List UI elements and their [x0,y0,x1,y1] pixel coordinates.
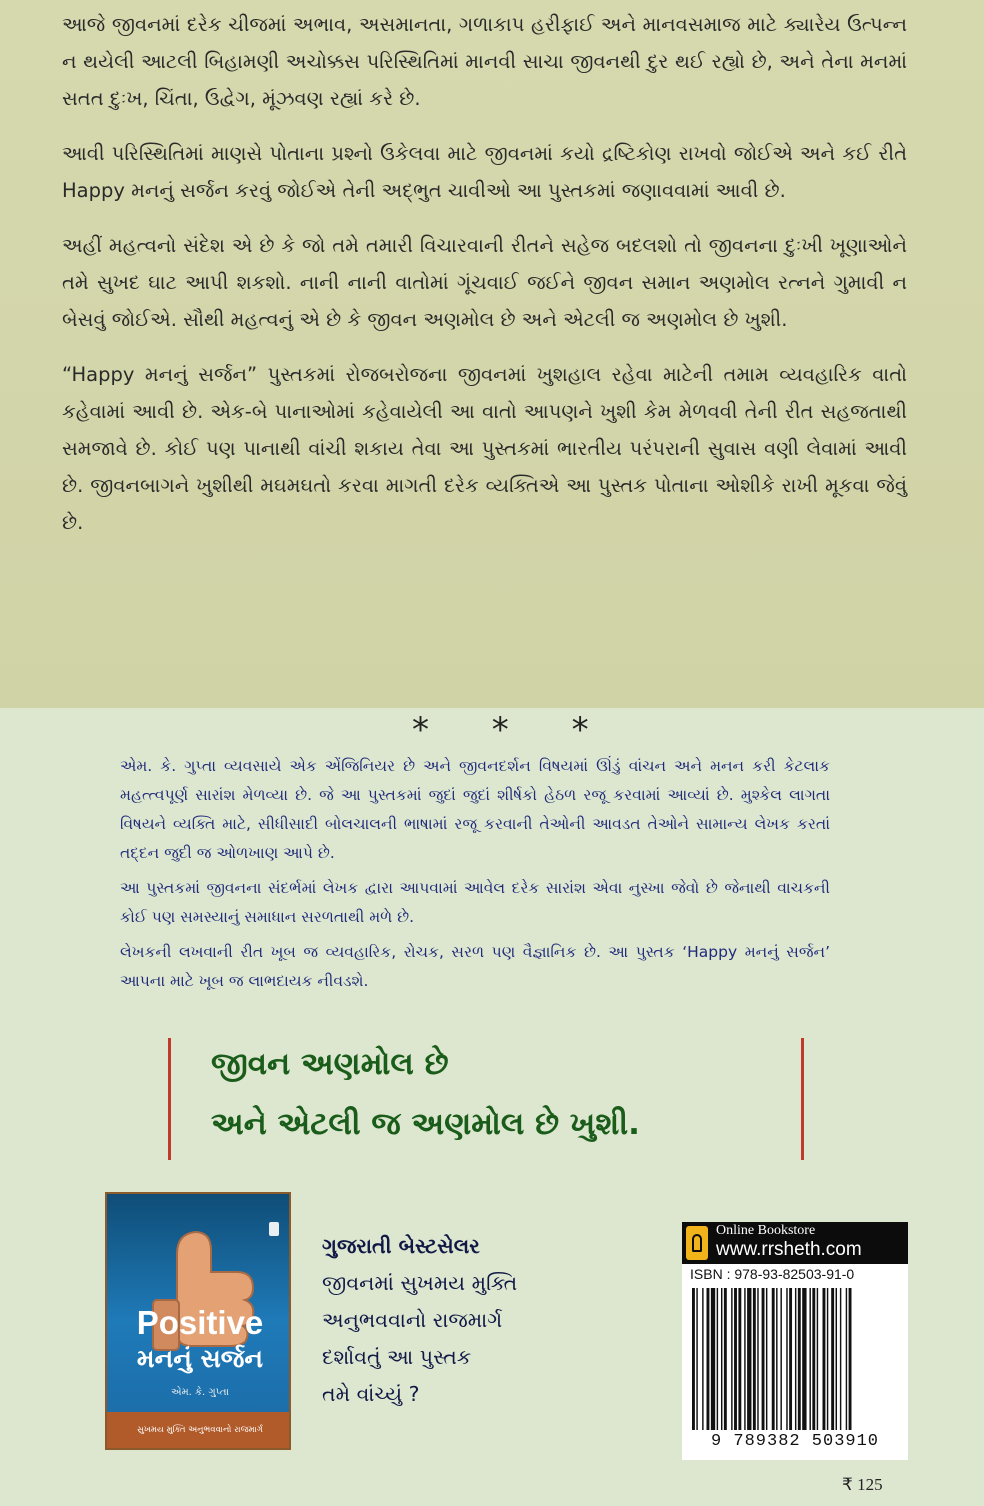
quote-line-2: અને એટલી જ અણમોલ છે ખુશી. [211,1106,640,1142]
barcode-bar [721,1288,722,1430]
highlight-quote [168,1038,804,1160]
promo-line: તમે વાંચ્યું ? [322,1382,420,1406]
promo-line: જીવનમાં સુખમય મુક્તિ [322,1271,518,1295]
barcode-bar [802,1288,806,1430]
barcode-bar [812,1288,815,1430]
related-book-cover[interactable] [105,1192,291,1450]
top-blurb-section [0,0,984,708]
barcode-bar [744,1288,745,1430]
cover-title: Positive [136,1304,264,1341]
barcode-bar [757,1288,758,1430]
barcode-bar [817,1288,818,1430]
cover-tagline: સુખમય મુક્તિ અનુભવવાનો રાજમાર્ગ [107,1412,291,1448]
barcode-bar [753,1288,756,1430]
blurb-text [62,6,907,559]
barcode-bar [798,1288,801,1430]
bookstore-header [682,1222,908,1264]
cover-author: એમ. કે. ગુપ્તા [171,1387,229,1398]
bookstore-label: Online Bookstore [716,1223,816,1238]
barcode-bar [823,1288,826,1430]
barcode-bar [711,1288,715,1430]
barcode-bar [696,1288,697,1430]
quote-line-1: જીવન અણમોલ છે [211,1046,449,1082]
barcode-bar [766,1288,767,1430]
barcode-bar [717,1288,718,1430]
barcode-bar [836,1288,837,1430]
bookstore-logo-icon [686,1226,708,1260]
barcode-bar [772,1288,775,1430]
barcode-bar [762,1288,765,1430]
blurb-paragraph: આજે જીવનમાં દરેક ચીજમાં અભાવ, અસમાનતા, ગળાકાપ હરીફાઈ અને માનવસમાજ માટે ક્યારેય ઉત્પન્ન ન થયેલી આટલી બિહામણી અચોક્કસ પરિસ્થિતિમાં માનવી સાચા જીવનથી દુર થઈ રહ્યો છે, અને તેના મનમાં સતત દુઃખ, ચિંતા, ઉદ્વેગ, મૂંઝવણ રહ્યાં કરે છે. [62,13,907,110]
barcode-bar [734,1288,737,1430]
isbn-barcode-panel [682,1222,908,1460]
separator-stars: * * * [412,710,615,750]
promo-heading: ગુજરાતી બેસ્ટસેલર [322,1234,480,1258]
about-paragraph: લેખકની લખવાની રીત ખૂબ જ વ્યવહારિક, રોચક, સરળ પણ વૈજ્ઞાનિક છે. આ પુસ્તક ‘Happy મનનું સર્જન’ આપના માટે ખૂબ જ લાભદાયક નીવડશે. [120,943,830,990]
promo-line: અનુભવવાનો રાજમાર્ગ [322,1308,503,1332]
barcode-bar [789,1288,792,1430]
barcode-icon [692,1288,898,1430]
promo-line: દર્શાવતું આ પુસ્તક [322,1345,472,1369]
barcode-bar [831,1288,834,1430]
about-paragraph: આ પુસ્તકમાં જીવનના સંદર્ભમાં લેખક દ્વારા આપવામાં આવેલ દરેક સારાંશ એવા નુસ્ખા જેવો છે જેનાથી વાચકની કોઈ પણ સમસ્યાનું સમાધાન સરળતાથી મળે છે. [120,879,830,926]
bookstore-url[interactable]: www.rrsheth.com [716,1239,862,1260]
barcode-bar [786,1288,787,1430]
barcode-bar [840,1288,841,1430]
promo-text [322,1228,592,1413]
barcode-bar [702,1288,703,1430]
blurb-paragraph: અહીં મહત્વનો સંદેશ એ છે કે જો તમે તમારી વિચારવાની રીતને સહેજ બદલશો તો જીવનના દુઃખી ખૂણાઓને તમે સુખદ ઘાટ આપી શકશો. નાની નાની વાતોમાં ગૂંચવાઈ જઈને જીવન સમાન અણમોલ રત્નને ગુમાવી ન બેસવું જોઈએ. સૌથી મહત્વનું એ છે કે જીવન અણમોલ છે અને એટલી જ અણમોલ છે ખુશી. [62,234,907,331]
barcode-bar [809,1288,810,1430]
barcode-bar [776,1288,777,1430]
blurb-paragraph: આવી પરિસ્થિતિમાં માણસે પોતાના પ્રશ્નો ઉકેલવા માટે જીવનમાં કયો દ્રષ્ટિકોણ રાખવો જોઈએ અને કઈ રીતે Happy મનનું સર્જન કરવું જોઈએ તેની અદ્ભુત ચાવીઓ આ પુસ્તકમાં જણાવવામાં આવી છે. [62,142,907,202]
publisher-mark-icon [269,1222,279,1236]
barcode-bar [692,1288,695,1430]
blurb-paragraph: “Happy મનનું સર્જન” પુસ્તકમાં રોજબરોજના જીવનમાં ખુશહાલ રહેવા માટેની તમામ વ્યવહારિક વાતો કહેવામાં આવી છે. એક-બે પાનાઓમાં કહેવાયેલી આ વાતો આપણને ખુશી કેમ મેળવવી તેની રીત સહજતાથી સમજાવે છે. કોઈ પણ પાનાથી વાંચી શકાય તેવા આ પુસ્તકમાં ભારતીય પરંપરાની સુવાસ વણી લેવામાં આવી છે. જીવનબાગને ખુશીથી મઘમઘતો કરવા માગતી દરેક વ્યક્તિએ આ પુસ્તક પોતાના ઓશીકે રાખી મૂકવા જેવું છે. [62,363,907,534]
barcode-bar [747,1288,751,1430]
isbn-number: ISBN : 978-93-82503-91-0 [690,1266,855,1282]
barcode-bar [707,1288,710,1430]
about-paragraph: એમ. કે. ગુપ્તા વ્યવસાયે એક એંજિનિયર છે અને જીવનદર્શન વિષયમાં ઊંડું વાંચન અને મનન કરી કેટલાક મહત્ત્વપૂર્ણ સારાંશ મેળવ્યા છે. જે આ પુસ્તકમાં જુદાં જુદાં શીર્ષકો હેઠળ રજૂ કરવામાં આવ્યાં છે. મુશ્કેલ લાગતા વિષયને વ્યક્તિ માટે, સીધીસાદી બોલચાલની ભાષામાં રજૂ કરવાની તેઓની આવડત તેઓને સામાન્ય લેખક કરતાં તદ્દન જુદી જ ઓળખાણ આપે છે. [120,757,830,862]
cover-subtitle: મનનું સર્જન [136,1344,264,1373]
barcode-bar [780,1288,781,1430]
barcode-digits: 9 789382 503910 [710,1432,880,1451]
barcode-bar [724,1288,727,1430]
barcode-bar [731,1288,732,1430]
barcode-bar [849,1288,852,1430]
about-author-text [120,752,830,1002]
barcode-bar [738,1288,741,1430]
barcode-bar [795,1288,796,1430]
price: ₹ 125 [842,1475,883,1494]
barcode-bar [846,1288,847,1430]
barcode-bar [827,1288,828,1430]
